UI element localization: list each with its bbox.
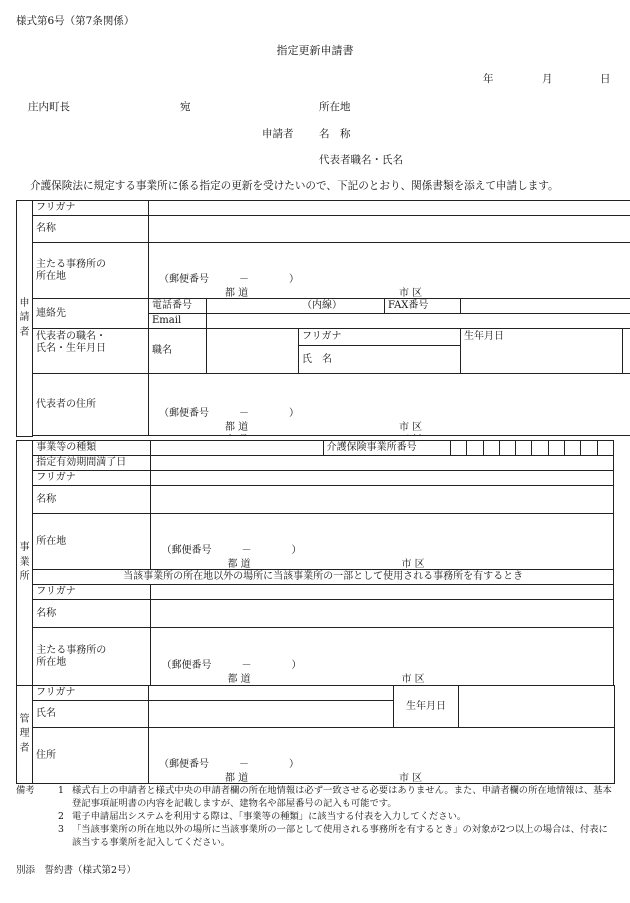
- manager-table: [16, 685, 615, 784]
- rep-address-field[interactable]: （郵便番号 － ） 都 道 市 区: [149, 374, 630, 436]
- note-item: 備考 1 様式右上の申請者と様式中央の申請者欄の所在地情報は必ず一致させる必要はありません。また、申請者欄の所在地情報は、基本登記事項証明書の内容を記載しますが、建物名や部屋番号の記入も可能です。: [16, 785, 612, 809]
- note-item: 3 「当該事業所の所在地以外の場所に当該事業所の一部として使用される事務所を有するとき」の対象が2つ以上の場合は、付表に該当する事業所を記入してください。: [58, 824, 608, 848]
- sub-office-address-label: 主たる事務所の 所在地: [33, 628, 151, 686]
- office-number-digit[interactable]: [483, 441, 499, 456]
- fax-label: FAX番号: [385, 299, 461, 314]
- sub-office-address-field[interactable]: （郵便番号 － ） 都 道 市 区: [151, 628, 614, 686]
- applicant-label: 申請者: [262, 128, 294, 140]
- office-address-field[interactable]: （郵便番号 － ） 都 道 市 区: [151, 514, 614, 570]
- office-name-label: 名称: [33, 486, 151, 514]
- office-number-digit[interactable]: [516, 441, 532, 456]
- main-office-address-field[interactable]: （郵便番号 － ） 都 道 市 区: [149, 243, 630, 299]
- application-table: [16, 200, 630, 437]
- manager-side-label: 管 理 者: [17, 686, 33, 784]
- sub-office-header: 当該事業所の所在地以外の場所に当該事業所の一部として使用される事務所を有するとき: [33, 570, 614, 585]
- applicant-rep-label: 代表者職名・氏名: [319, 154, 403, 166]
- rep-job-title-label: 職名: [149, 329, 207, 374]
- office-number-digit[interactable]: [597, 441, 613, 456]
- date-day[interactable]: 日: [600, 73, 611, 85]
- applicant-name-label: 名 称: [319, 128, 351, 140]
- rep-name-label: 氏 名: [299, 346, 461, 374]
- date-year[interactable]: 年: [483, 73, 494, 85]
- office-furigana-label: フリガナ: [33, 471, 151, 486]
- office-furigana-field[interactable]: [151, 471, 614, 486]
- rep-job-title-field[interactable]: [207, 329, 299, 374]
- manager-birthdate-label: 生年月日: [394, 686, 459, 728]
- office-number-digit[interactable]: [565, 441, 581, 456]
- manager-name-field[interactable]: [149, 701, 394, 728]
- phone-field[interactable]: （内線）: [207, 299, 385, 314]
- expiry-field[interactable]: [151, 456, 614, 471]
- office-number-digit[interactable]: [581, 441, 597, 456]
- sub-office-name-field[interactable]: [151, 600, 614, 628]
- manager-address-field[interactable]: （郵便番号 － ） 都 道 市 区: [149, 728, 615, 784]
- manager-birthdate-field[interactable]: [459, 686, 615, 728]
- expiry-label: 指定有効期間満了日: [33, 456, 151, 471]
- fax-field[interactable]: [461, 299, 630, 314]
- office-type-field[interactable]: [151, 441, 323, 456]
- intro-text: 介護保険法に規定する事業所に係る指定の更新を受けたいので、下記のとおり、関係書類を添えて申請します。: [30, 180, 559, 192]
- office-number-digit[interactable]: [532, 441, 548, 456]
- rep-label: 代表者の職名・ 氏名・生年月日: [33, 329, 149, 374]
- form-number: 様式第6号（第7条関係）: [16, 15, 135, 27]
- date-month[interactable]: 月: [542, 73, 553, 85]
- office-table: [16, 440, 614, 686]
- applicant-name-field[interactable]: [149, 216, 630, 243]
- applicant-furigana-label: フリガナ: [33, 201, 149, 216]
- office-number-digit[interactable]: [499, 441, 515, 456]
- office-address-label: 所在地: [33, 514, 151, 570]
- office-side-label: 事 業 所: [17, 441, 33, 686]
- office-number-label: 介護保険事業所番号: [323, 441, 450, 456]
- office-number-digit[interactable]: [548, 441, 564, 456]
- office-name-field[interactable]: [151, 486, 614, 514]
- email-field[interactable]: [207, 314, 630, 329]
- main-office-label: 主たる事務所の 所在地: [33, 243, 149, 299]
- email-label: Email: [149, 314, 207, 329]
- office-number-digit[interactable]: [467, 441, 483, 456]
- manager-furigana-field[interactable]: [149, 686, 394, 701]
- office-type-label: 事業等の種類: [33, 441, 151, 456]
- sub-office-furigana-label: フリガナ: [33, 585, 151, 600]
- notes-section: [16, 784, 616, 849]
- rep-address-label: 代表者の住所: [33, 374, 149, 436]
- addressee-honorific: 宛: [180, 101, 191, 113]
- contact-label: 連絡先: [33, 299, 149, 329]
- manager-address-label: 住所: [33, 728, 149, 784]
- applicant-side-label: 申 請 者: [17, 201, 33, 437]
- applicant-name-label: 名称: [33, 216, 149, 243]
- sub-office-furigana-field[interactable]: [151, 585, 614, 600]
- manager-furigana-label: フリガナ: [33, 686, 149, 701]
- rep-birthdate-label: 生年月日: [461, 329, 623, 374]
- attachment-note: 別添 誓約書（様式第2号）: [16, 865, 137, 876]
- addressee-name: 庄内町長: [28, 101, 70, 113]
- page-title: 指定更新申請書: [276, 44, 354, 57]
- applicant-furigana-field[interactable]: [149, 201, 630, 216]
- applicant-address-label: 所在地: [319, 101, 351, 113]
- manager-name-label: 氏名: [33, 701, 149, 728]
- phone-label: 電話番号: [149, 299, 207, 314]
- notes-label: 備考: [16, 785, 35, 796]
- sub-office-name-label: 名称: [33, 600, 151, 628]
- office-number-digit[interactable]: [450, 441, 466, 456]
- note-item: 2 電子申請届出システムを利用する際は、「事業等の種類」に該当する付表を入力してください。: [58, 811, 467, 822]
- rep-furigana-label: フリガナ: [299, 329, 461, 346]
